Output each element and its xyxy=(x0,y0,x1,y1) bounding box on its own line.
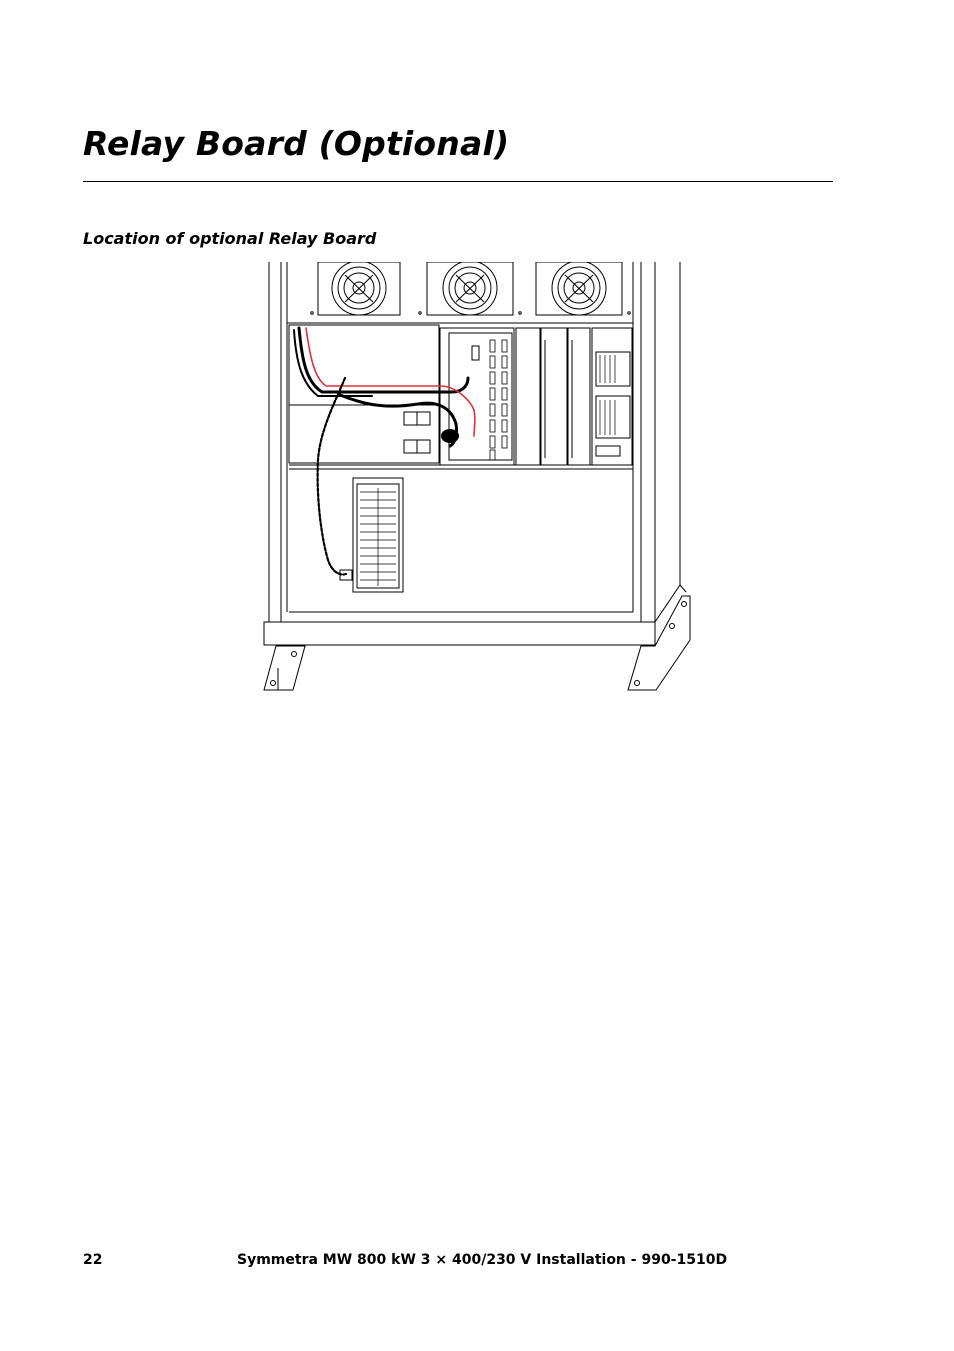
section-heading: Location of optional Relay Board xyxy=(83,229,377,248)
ups-cabinet-icon xyxy=(262,262,692,700)
fan-icon xyxy=(536,262,622,315)
fan-icon xyxy=(427,262,513,315)
page-number: 22 xyxy=(83,1252,103,1268)
relay-board-location-figure xyxy=(262,262,692,700)
title-divider xyxy=(83,181,833,182)
page-title: Relay Board (Optional) xyxy=(83,124,510,163)
document-title: Symmetra MW 800 kW 3 × 400/230 V Installation - 990-1510D xyxy=(237,1252,728,1268)
fan-icon xyxy=(318,262,400,315)
